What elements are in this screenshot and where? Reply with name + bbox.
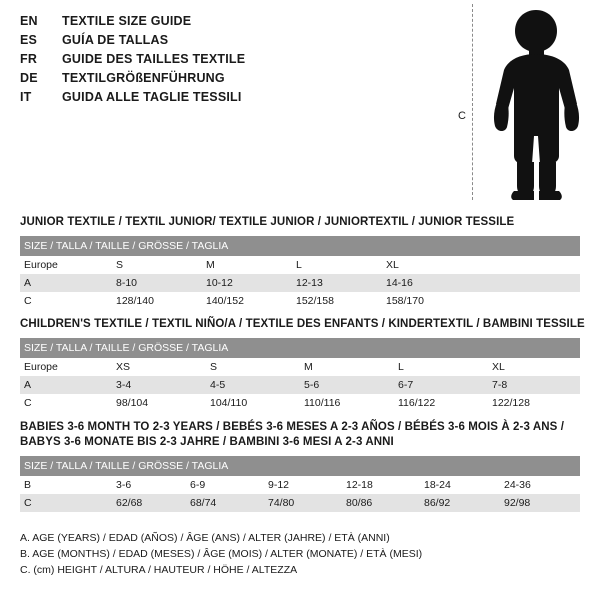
cell-value: 140/152 — [202, 292, 292, 310]
cell-value: 3-6 — [112, 476, 186, 494]
size-header-label: SIZE / TALLA / TAILLE / GRÖSSE / TAGLIA — [20, 456, 580, 476]
cell-value: 98/104 — [112, 394, 206, 412]
row-label: B — [20, 476, 112, 494]
table-row — [20, 274, 580, 292]
legend-line-a: A. AGE (YEARS) / EDAD (AÑOS) / ÂGE (ANS) / ALTER (JAHRE) / ETÀ (ANNI) — [20, 532, 390, 544]
cell-value: 3-4 — [112, 376, 206, 394]
table-children — [20, 338, 580, 412]
table-header-row — [20, 338, 580, 358]
section-title-children: CHILDREN'S TEXTILE / TEXTIL NIÑO/A / TEXTILE DES ENFANTS / KINDERTEXTIL / BAMBINI TESSILE — [20, 318, 585, 330]
language-code: DE — [20, 71, 38, 85]
language-row-de — [20, 71, 440, 90]
table-row — [20, 358, 580, 376]
size-header-label: SIZE / TALLA / TAILLE / GRÖSSE / TAGLIA — [20, 236, 580, 256]
language-title-block — [20, 14, 440, 109]
section-title-babies — [20, 420, 564, 450]
table-row — [20, 494, 580, 512]
language-title: TEXTILE SIZE GUIDE — [62, 14, 192, 28]
cell-value: S — [112, 256, 202, 274]
cell-value: M — [202, 256, 292, 274]
size-header-label: SIZE / TALLA / TAILLE / GRÖSSE / TAGLIA — [20, 338, 580, 358]
cell-value: 62/68 — [112, 494, 186, 512]
table-row — [20, 292, 580, 310]
language-row-es — [20, 33, 440, 52]
cell-value: 10-12 — [202, 274, 292, 292]
language-code: FR — [20, 52, 38, 66]
legend-line-b: B. AGE (MONTHS) / EDAD (MESES) / ÂGE (MOIS) / ALTER (MONATE) / ETÀ (MESI) — [20, 548, 423, 560]
cell-value: 116/122 — [394, 394, 488, 412]
cell-value: M — [300, 358, 394, 376]
cell-value: 12-18 — [342, 476, 420, 494]
table-header-row — [20, 456, 580, 476]
cell-value: 7-8 — [488, 376, 580, 394]
measurement-figure — [450, 4, 590, 204]
row-label: C — [20, 292, 112, 310]
row-label: A — [20, 274, 112, 292]
legend-line-c: C. (cm) HEIGHT / ALTURA / HAUTEUR / HÖHE / ALTEZZA — [20, 564, 298, 576]
cell-value: 24-36 — [500, 476, 580, 494]
cell-value: 9-12 — [264, 476, 342, 494]
language-title: GUÍA DE TALLAS — [62, 33, 169, 47]
cell-value: 128/140 — [112, 292, 202, 310]
cell-value: 8-10 — [112, 274, 202, 292]
cell-value: 86/92 — [420, 494, 500, 512]
cell-value: XS — [112, 358, 206, 376]
language-code: ES — [20, 33, 38, 47]
cell-value: XL — [488, 358, 580, 376]
measure-label-c: C — [458, 110, 466, 122]
cell-value: XL — [382, 256, 472, 274]
section-title-babies-line1: BABIES 3-6 MONTH TO 2-3 YEARS / BEBÉS 3-6 MESES A 2-3 AÑOS / BÉBÉS 3-6 MOIS À 2-3 ANS / — [20, 421, 564, 433]
height-measure-line — [472, 4, 473, 200]
cell-value: 18-24 — [420, 476, 500, 494]
cell-value: 6-9 — [186, 476, 264, 494]
table-row — [20, 394, 580, 412]
row-label: A — [20, 376, 112, 394]
cell-value: 80/86 — [342, 494, 420, 512]
cell-value: S — [206, 358, 300, 376]
cell-value: 68/74 — [186, 494, 264, 512]
language-code: IT — [20, 90, 32, 104]
cell-value: 12-13 — [292, 274, 382, 292]
cell-value: 14-16 — [382, 274, 472, 292]
language-row-fr — [20, 52, 440, 71]
row-label: Europe — [20, 358, 112, 376]
cell-value: 74/80 — [264, 494, 342, 512]
row-label: C — [20, 494, 112, 512]
language-title: TEXTILGRÖßENFÜHRUNG — [62, 71, 225, 85]
row-label: C — [20, 394, 112, 412]
language-row-en — [20, 14, 440, 33]
section-title-babies-line2: BABYS 3-6 MONATE BIS 2-3 JAHRE / BAMBINI 3-6 MESI A 2-3 ANNI — [20, 436, 394, 448]
table-babies — [20, 456, 580, 512]
cell-value: 158/170 — [382, 292, 472, 310]
legend-block — [20, 530, 422, 578]
cell-value: L — [394, 358, 488, 376]
cell-value: 122/128 — [488, 394, 580, 412]
table-row — [20, 476, 580, 494]
child-silhouette-icon — [484, 6, 589, 202]
language-title: GUIDA ALLE TAGLIE TESSILI — [62, 90, 242, 104]
cell-value: 6-7 — [394, 376, 488, 394]
section-title-junior: JUNIOR TEXTILE / TEXTIL JUNIOR/ TEXTILE JUNIOR / JUNIORTEXTIL / JUNIOR TESSILE — [20, 216, 515, 228]
cell-value: L — [292, 256, 382, 274]
cell-value: 92/98 — [500, 494, 580, 512]
cell-value: 5-6 — [300, 376, 394, 394]
cell-value: 4-5 — [206, 376, 300, 394]
table-junior — [20, 236, 580, 310]
cell-value: 104/110 — [206, 394, 300, 412]
cell-value: 110/116 — [300, 394, 394, 412]
language-title: GUIDE DES TAILLES TEXTILE — [62, 52, 246, 66]
cell-value: 152/158 — [292, 292, 382, 310]
table-row — [20, 376, 580, 394]
language-code: EN — [20, 14, 38, 28]
language-row-it — [20, 90, 440, 109]
row-label: Europe — [20, 256, 112, 274]
table-header-row — [20, 236, 580, 256]
table-row — [20, 256, 580, 274]
